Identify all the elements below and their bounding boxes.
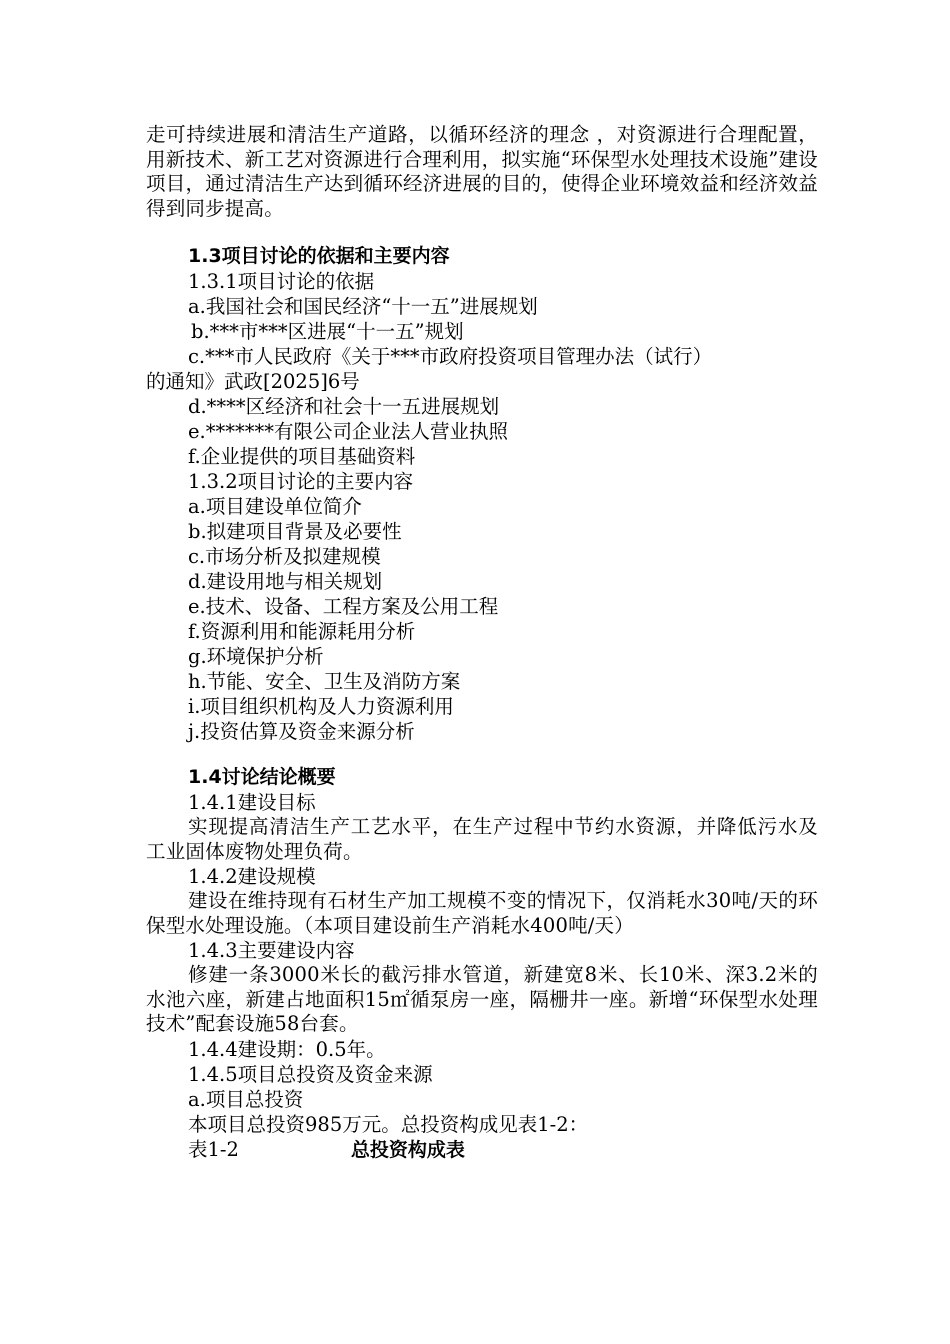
investment-item: a.项目总投资 — [188, 1087, 304, 1111]
table-title: 总投资构成表 — [350, 1138, 465, 1161]
content-item: f.资源利用和能源耗用分析 — [188, 620, 416, 643]
basis-item: c.***市人民政府《关于***市政府投资项目管理办法（试行） — [188, 345, 713, 368]
content-item: e.技术、设备、工程方案及公用工程 — [188, 595, 499, 618]
basis-item-continuation: 的通知》武政[2025]6号 — [146, 370, 360, 393]
content-item: g.环境保护分析 — [188, 645, 324, 668]
subsection-1-4-5: 1.4.5项目总投资及资金来源 — [188, 1062, 433, 1086]
document-body — [146, 123, 818, 1163]
construction-paragraph: 修建一条3000米长的截污排水管道，新建宽8米、长10米、深3.2米的水池六座，新建占地面积15㎡循泵房一座，隔栅井一座。新增“环保型水处理技术”配套设施58台套。 — [146, 963, 818, 1035]
subsection-1-4-4: 1.4.4建设期：0.5年。 — [188, 1037, 386, 1061]
subsection-1-4-1: 1.4.1建设目标 — [188, 791, 316, 814]
content-item: d.建设用地与相关规划 — [188, 570, 383, 593]
content-item: a.项目建设单位简介 — [188, 495, 362, 518]
section-heading-1-4: 1.4讨论结论概要 — [188, 766, 336, 788]
subsection-1-4-3: 1.4.3主要建设内容 — [188, 939, 355, 962]
table-caption — [146, 1137, 818, 1163]
content-item: h.节能、安全、卫生及消防方案 — [188, 670, 461, 693]
scale-paragraph: 建设在维持现有石材生产加工规模不变的情况下，仅消耗水30吨/天的环保型水处理设施。（本项目建设前生产消耗水400吨/天） — [146, 889, 818, 937]
goal-paragraph: 实现提高清洁生产工艺水平，在生产过程中节约水资源，并降低污水及工业固体废物处理负荷。 — [146, 815, 818, 863]
investment-paragraph: 本项目总投资985万元。总投资构成见表1-2： — [188, 1112, 589, 1136]
content-item: c.市场分析及拟建规模 — [188, 545, 381, 568]
table-label: 表1-2 — [188, 1137, 239, 1161]
basis-item: a.我国社会和国民经济“十一五”进展规划 — [188, 295, 538, 318]
basis-item: e.*******有限公司企业法人营业执照 — [188, 420, 508, 443]
content-item: j.投资估算及资金来源分析 — [188, 720, 415, 743]
content-item: b.拟建项目背景及必要性 — [188, 520, 402, 543]
basis-item: f.企业提供的项目基础资料 — [188, 445, 416, 468]
subsection-1-3-1: 1.3.1项目讨论的依据 — [188, 270, 375, 293]
subsection-1-3-2: 1.3.2项目讨论的主要内容 — [188, 470, 414, 493]
content-item: i.项目组织机构及人力资源利用 — [188, 695, 454, 718]
basis-item: d.****区经济和社会十一五进展规划 — [188, 395, 500, 418]
basis-item: b.***市***区进展“十一五”规划 — [191, 320, 464, 343]
intro-paragraph: 走可持续进展和清洁生产道路，以循环经济的理念 ，对资源进行合理配置，用新技术、新工艺对资源进行合理利用，拟实施“环保型水处理技术设施”建设项目，通过清洁生产达到循环经济进展的目的，使得企业环境效益和经济效益得到同步提高。 — [146, 123, 818, 220]
subsection-1-4-2: 1.4.2建设规模 — [188, 865, 316, 888]
section-heading-1-3: 1.3项目讨论的依据和主要内容 — [188, 245, 450, 267]
